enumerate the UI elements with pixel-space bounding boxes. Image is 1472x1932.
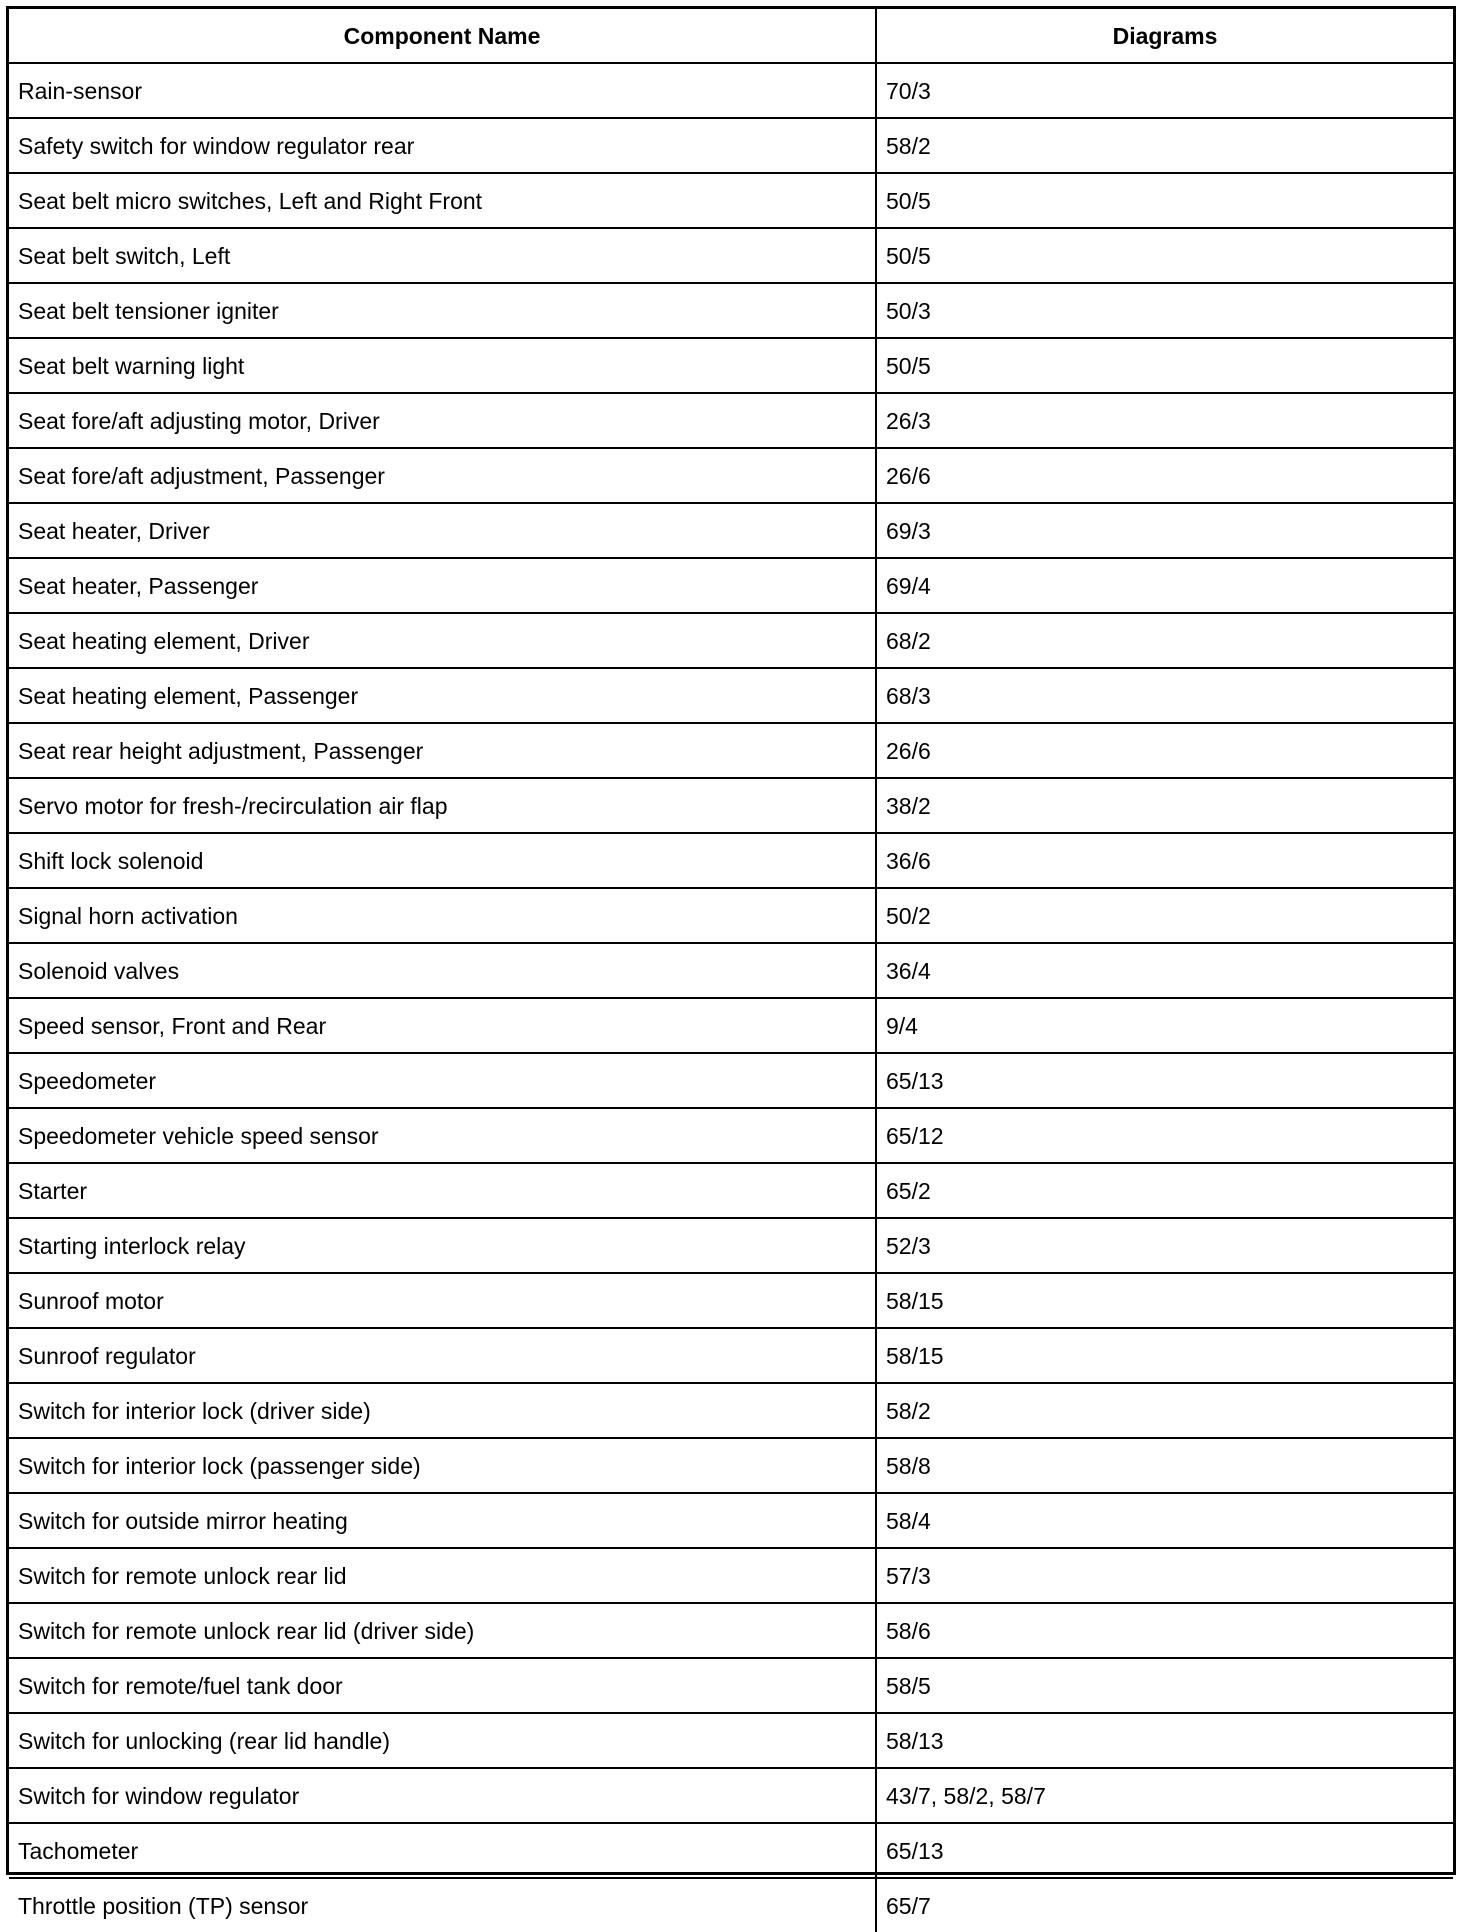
component-name-cell: Switch for interior lock (passenger side) (9, 1438, 876, 1493)
diagram-reference-cell: 58/4 (876, 1493, 1453, 1548)
diagram-reference-cell: 58/15 (876, 1328, 1453, 1383)
table-row (9, 1163, 1453, 1218)
diagram-reference-cell: 50/5 (876, 228, 1453, 283)
table-header-row (9, 9, 1453, 63)
table-row (9, 1328, 1453, 1383)
component-name-cell: Tachometer (9, 1823, 876, 1878)
diagram-reference-cell: 50/5 (876, 173, 1453, 228)
component-name-cell: Speed sensor, Front and Rear (9, 998, 876, 1053)
table-row (9, 1053, 1453, 1108)
table-row (9, 723, 1453, 778)
component-name-cell: Throttle position (TP) sensor (9, 1878, 876, 1932)
table-row (9, 1768, 1453, 1823)
diagram-reference-cell: 36/4 (876, 943, 1453, 998)
component-name-cell: Switch for outside mirror heating (9, 1493, 876, 1548)
table-row (9, 888, 1453, 943)
diagram-reference-cell: 52/3 (876, 1218, 1453, 1273)
component-name-cell: Seat belt tensioner igniter (9, 283, 876, 338)
diagram-reference-cell: 69/4 (876, 558, 1453, 613)
component-name-cell: Switch for remote/fuel tank door (9, 1658, 876, 1713)
component-name-cell: Seat fore/aft adjusting motor, Driver (9, 393, 876, 448)
component-name-header: Component Name (9, 9, 876, 63)
diagram-reference-cell: 65/2 (876, 1163, 1453, 1218)
diagram-reference-cell: 65/12 (876, 1108, 1453, 1163)
component-name-cell: Seat heating element, Driver (9, 613, 876, 668)
component-name-cell: Seat heating element, Passenger (9, 668, 876, 723)
table-row (9, 1493, 1453, 1548)
component-name-cell: Seat belt warning light (9, 338, 876, 393)
diagram-reference-cell: 58/8 (876, 1438, 1453, 1493)
table-row (9, 1713, 1453, 1768)
diagram-reference-cell: 65/7 (876, 1878, 1453, 1932)
table-row (9, 283, 1453, 338)
table-row (9, 668, 1453, 723)
component-diagram-index (6, 6, 1456, 1919)
diagram-reference-cell: 26/3 (876, 393, 1453, 448)
diagrams-header: Diagrams (876, 9, 1453, 63)
component-name-cell: Signal horn activation (9, 888, 876, 943)
diagram-reference-cell: 58/2 (876, 1383, 1453, 1438)
diagram-reference-cell: 38/2 (876, 778, 1453, 833)
component-name-cell: Solenoid valves (9, 943, 876, 998)
component-table (9, 9, 1453, 1932)
table-row (9, 833, 1453, 888)
component-name-cell: Speedometer (9, 1053, 876, 1108)
component-name-cell: Seat heater, Driver (9, 503, 876, 558)
table-row (9, 1658, 1453, 1713)
diagram-reference-cell: 58/15 (876, 1273, 1453, 1328)
table-body (9, 63, 1453, 1932)
table-row (9, 943, 1453, 998)
table-row (9, 338, 1453, 393)
diagram-reference-cell: 50/5 (876, 338, 1453, 393)
table-row (9, 1383, 1453, 1438)
component-name-cell: Starting interlock relay (9, 1218, 876, 1273)
table-row (9, 613, 1453, 668)
table-row (9, 1548, 1453, 1603)
component-name-cell: Seat fore/aft adjustment, Passenger (9, 448, 876, 503)
table-row (9, 558, 1453, 613)
table-row (9, 448, 1453, 503)
component-name-cell: Rain-sensor (9, 63, 876, 118)
diagram-reference-cell: 69/3 (876, 503, 1453, 558)
table-row (9, 1108, 1453, 1163)
component-name-cell: Servo motor for fresh-/recirculation air flap (9, 778, 876, 833)
diagram-reference-cell: 68/2 (876, 613, 1453, 668)
diagram-reference-cell: 65/13 (876, 1053, 1453, 1108)
diagram-reference-cell: 43/7, 58/2, 58/7 (876, 1768, 1453, 1823)
component-name-cell: Switch for interior lock (driver side) (9, 1383, 876, 1438)
table-row (9, 1823, 1453, 1878)
component-name-cell: Shift lock solenoid (9, 833, 876, 888)
component-name-cell: Sunroof regulator (9, 1328, 876, 1383)
component-name-cell: Switch for window regulator (9, 1768, 876, 1823)
diagram-reference-cell: 9/4 (876, 998, 1453, 1053)
component-name-cell: Seat heater, Passenger (9, 558, 876, 613)
table-row (9, 503, 1453, 558)
component-name-cell: Switch for unlocking (rear lid handle) (9, 1713, 876, 1768)
table-row (9, 118, 1453, 173)
table-row (9, 63, 1453, 118)
diagram-reference-cell: 36/6 (876, 833, 1453, 888)
table-row (9, 393, 1453, 448)
diagram-reference-cell: 58/5 (876, 1658, 1453, 1713)
table-row (9, 778, 1453, 833)
component-name-cell: Starter (9, 1163, 876, 1218)
table-row (9, 1438, 1453, 1493)
component-name-cell: Seat rear height adjustment, Passenger (9, 723, 876, 778)
diagram-reference-cell: 50/2 (876, 888, 1453, 943)
diagram-reference-cell: 58/2 (876, 118, 1453, 173)
component-name-cell: Switch for remote unlock rear lid (driver side) (9, 1603, 876, 1658)
diagram-reference-cell: 26/6 (876, 448, 1453, 503)
component-name-cell: Safety switch for window regulator rear (9, 118, 876, 173)
diagram-reference-cell: 65/13 (876, 1823, 1453, 1878)
component-name-cell: Switch for remote unlock rear lid (9, 1548, 876, 1603)
component-name-cell: Seat belt micro switches, Left and Right Front (9, 173, 876, 228)
diagram-reference-cell: 58/13 (876, 1713, 1453, 1768)
table-row (9, 228, 1453, 283)
diagram-reference-cell: 70/3 (876, 63, 1453, 118)
diagram-reference-cell: 57/3 (876, 1548, 1453, 1603)
component-name-cell: Sunroof motor (9, 1273, 876, 1328)
table-row (9, 1878, 1453, 1932)
diagram-reference-cell: 26/6 (876, 723, 1453, 778)
table-row (9, 1218, 1453, 1273)
diagram-reference-cell: 58/6 (876, 1603, 1453, 1658)
diagram-reference-cell: 50/3 (876, 283, 1453, 338)
table-row (9, 998, 1453, 1053)
component-name-cell: Speedometer vehicle speed sensor (9, 1108, 876, 1163)
table-row (9, 173, 1453, 228)
component-name-cell: Seat belt switch, Left (9, 228, 876, 283)
diagram-reference-cell: 68/3 (876, 668, 1453, 723)
table-row (9, 1603, 1453, 1658)
table-row (9, 1273, 1453, 1328)
